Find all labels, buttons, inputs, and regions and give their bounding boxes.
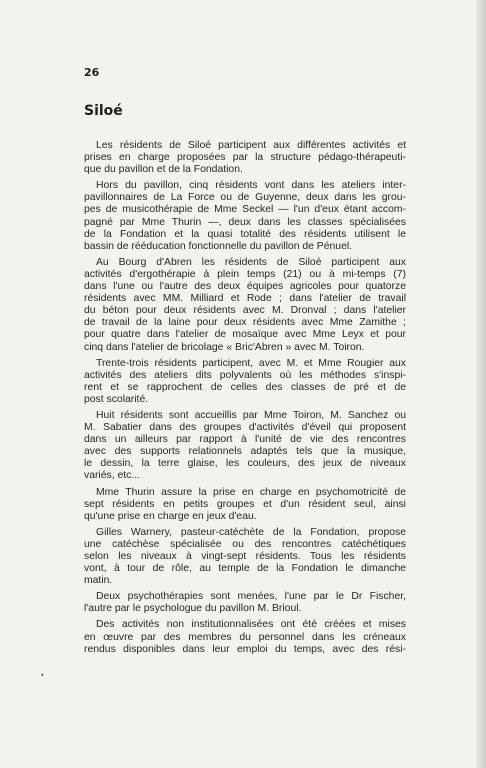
section-title: Siloé — [84, 103, 123, 119]
text-line: vont, à tour de rôle, au temple de la Fondation le dimanche — [84, 563, 406, 575]
text-line: dans un ailleurs par rapport à l'unité de vie des rencontres — [84, 434, 406, 446]
text-line: dans l'une ou l'autre des deux équipes agricoles pour quatorze — [84, 281, 406, 293]
text-line: activités des ateliers dits polyvalents où les méthodes s'inspi- — [84, 369, 406, 381]
text-line: pagné par Mme Thurin —, deux dans les classes spécialisées — [84, 216, 406, 228]
paragraph-3 — [84, 257, 406, 354]
text-line: activités d'ergothérapie à plein temps (21) ou à mi-temps (7) — [84, 268, 406, 280]
text-line: Au Bourg d'Abren les résidents de Siloé participent aux — [96, 256, 406, 268]
text-line: du béton pour deux résidents avec M. Dronval ; dans l'atelier — [84, 305, 406, 317]
margin-mark: • — [40, 671, 45, 680]
text-line: avec des supports relationnels adaptés tels que la musique, — [84, 446, 406, 458]
page-edge — [476, 0, 486, 768]
paragraph-5 — [84, 410, 406, 483]
text-line: résidents avec MM. Milliard et Rode ; dans l'atelier de travail — [84, 293, 406, 305]
text-line: en œuvre par des membres du personnel dans les créneaux — [84, 631, 406, 643]
text-line: sept résidents en petits groupes et d'un résident seul, ainsi — [84, 498, 406, 510]
text-line: rent et se rapprochent de celles des classes de pré et de — [84, 381, 406, 393]
text-line: l'autre par le psychologue du pavillon M. Brioul. — [84, 603, 302, 615]
text-line: Trente-trois résidents participent, avec M. et Mme Rougier aux — [96, 357, 406, 369]
text-line: Hors du pavillon, cinq résidents vont dans les ateliers inter- — [96, 180, 406, 192]
paragraph-7 — [84, 527, 406, 587]
text-line: que du pavillon et de la Fondation. — [84, 164, 243, 176]
text-line: rendus disponibles dans leur emploi du temps, avec des rési- — [84, 643, 406, 655]
paragraph-9 — [84, 619, 406, 655]
text-line: le dessin, la terre glaise, les couleurs, des jeux de niveaux — [84, 458, 406, 470]
text-line: pavillonnaires de La Force ou de Guyenne, deux dans les grou- — [84, 192, 406, 204]
text-line: Huit résidents sont accueillis par Mme Toiron, M. Sanchez ou — [96, 409, 406, 421]
text-line: selon les niveaux à vingt-sept résidents. Tous les résidents — [84, 551, 406, 562]
paragraph-4 — [84, 358, 406, 406]
text-line: prises en charge proposées par la structure pédago-thérapeuti- — [84, 152, 406, 164]
text-line: Des activités non institutionnalisées ont été créées et mises — [96, 619, 406, 631]
text-line: pes de musicothérapie de Mme Seckel — l'un d'eux étant accom- — [84, 204, 406, 216]
text-line: bassin de rééducation fonctionnelle du pavillon de Pénuel. — [84, 240, 353, 252]
text-line: matin. — [84, 575, 113, 587]
text-line: M. Sabatier dans des groupes d'activités d'éveil qui proposent — [84, 422, 406, 434]
text-line: cinq dans l'atelier de bricolage « Bric'Abren » avec M. Toiron. — [84, 341, 365, 353]
paragraph-1 — [84, 140, 406, 176]
body-text — [84, 140, 406, 660]
text-line: de travail de la laine pour deux résidents avec Mme Zamithe ; — [84, 317, 406, 329]
text-line: Mme Thurin assure la prise en charge en psychomotricité de — [96, 486, 406, 498]
paragraph-8 — [84, 591, 406, 615]
text-line: Deux psychothérapies sont menées, l'une par le Dr Fischer, — [96, 591, 406, 603]
paragraph-2 — [84, 180, 406, 253]
text-line: une catéchèse spécialisée ou des rencontres catéchétiques — [84, 538, 406, 550]
text-line: Gilles Warnery, pasteur-catéchète de la Fondation, propose — [96, 526, 406, 538]
text-line: post scolarité. — [84, 393, 149, 405]
paragraph-6 — [84, 487, 406, 523]
text-line: variés, etc... — [84, 470, 141, 482]
text-line: de la Fondation et la quasi totalité des résidents utilisent le — [84, 228, 406, 240]
text-line: Les résidents de Siloé participent aux différentes activités et — [96, 140, 406, 151]
text-line: qu'une prise en charge en jeux d'eau. — [84, 510, 257, 522]
text-line: pour quatre dans l'atelier de mosaïque avec Mme Leyx et pour — [84, 329, 406, 341]
page-number: 26 — [84, 66, 100, 79]
